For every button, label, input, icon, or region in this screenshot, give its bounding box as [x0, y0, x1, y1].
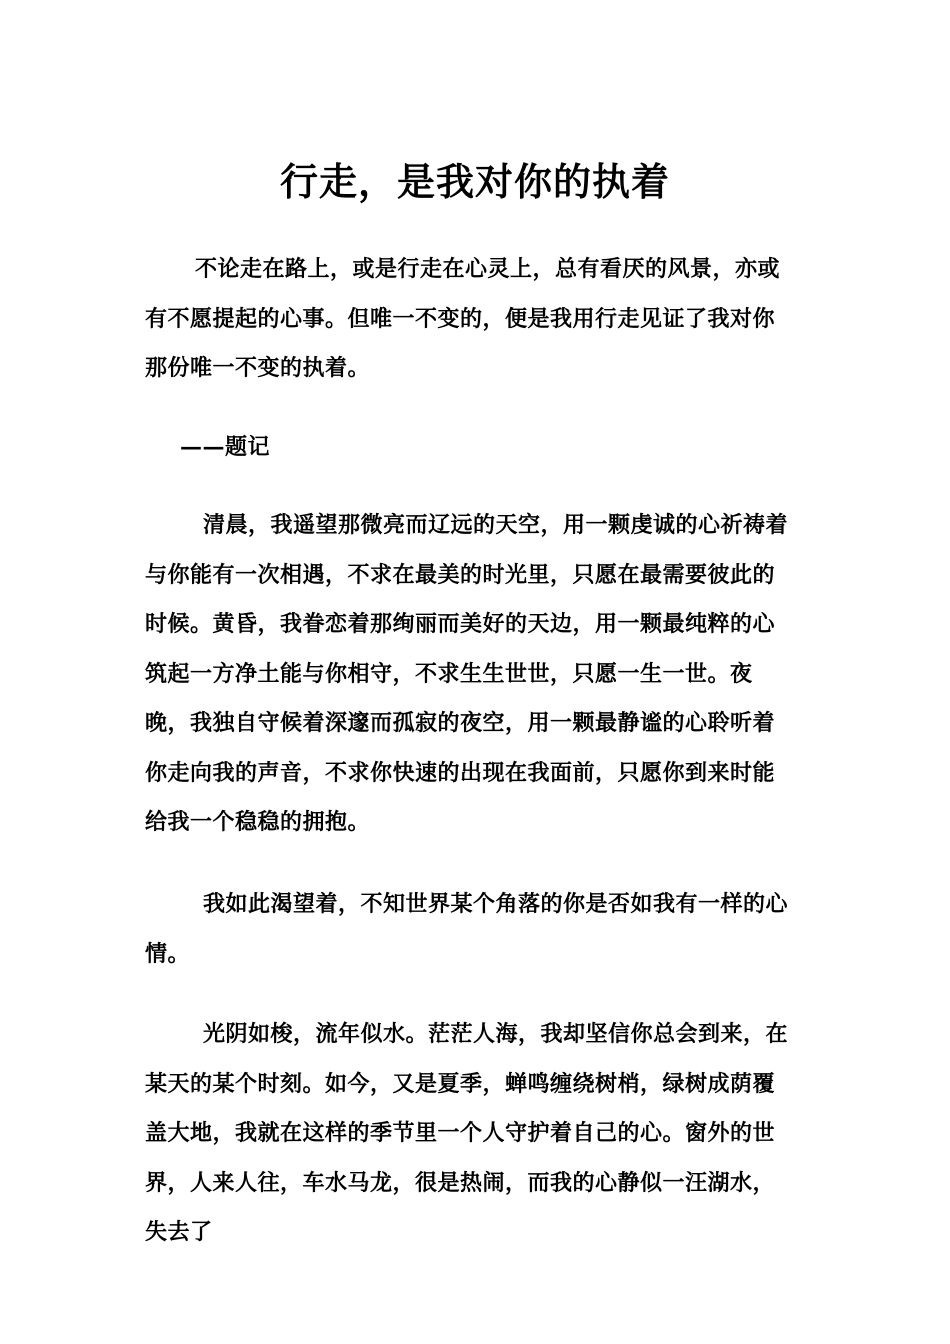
document-title: 行走，是我对你的执着 — [279, 159, 670, 204]
body-paragraph: 清晨，我遥望那微亮而辽远的天空，用一颗虔诚的心祈祷着与你能有一次相遇，不求在最美的时光里，只愿在最需要彼此的时候。黄昏，我眷恋着那绚丽而美好的天边，用一颗最纯粹的心筑起一方净土能与你相守，不求生生世世，只愿一生一世。夜晚，我独自守候着深邃而孤寂的夜空，用一颗最静谧的心聆听着你走向我的声音，不求你快速的出现在我面前，只愿你到来时能给我一个稳稳的拥抱。 — [145, 512, 789, 835]
intro-paragraph: 不论走在路上，或是行走在心灵上，总有看厌的风景，亦或有不愿提起的心事。但唯一不变的，便是我用行走见证了我对你那份唯一不变的执着。 — [145, 256, 781, 381]
epigraph-signature: ——题记 — [180, 434, 271, 460]
body-paragraph: 我如此渴望着，不知世界某个角落的你是否如我有一样的心情。 — [145, 891, 789, 967]
body-paragraph: 光阴如梭，流年似水。茫茫人海，我却坚信你总会到来，在某天的某个时刻。如今，又是夏季，蝉鸣缠绕树梢，绿树成荫覆盖大地，我就在这样的季节里一个人守护着自己的心。窗外的世界，人来人往，车水马龙，很是热闹，而我的心静似一汪湖水，失去了 — [145, 1021, 789, 1245]
